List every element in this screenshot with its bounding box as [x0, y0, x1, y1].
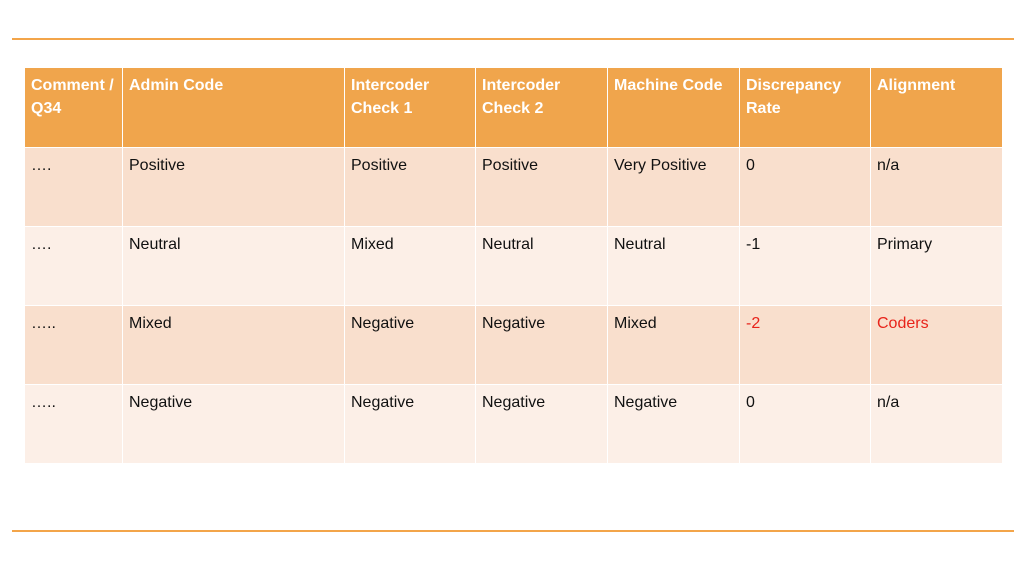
- header-alignment: Alignment: [871, 68, 1003, 148]
- header-machine-code: Machine Code: [608, 68, 740, 148]
- cell-discrepancy-rate: 0: [740, 385, 871, 464]
- table-row: [25, 227, 1003, 306]
- table-header-row: [25, 68, 1003, 148]
- cell-admin-code: Negative: [123, 385, 345, 464]
- cell-alignment: n/a: [871, 148, 1003, 227]
- table-row: [25, 306, 1003, 385]
- cell-comment: …..: [25, 385, 123, 464]
- top-divider: [12, 38, 1014, 40]
- cell-intercoder-check-1: Negative: [345, 306, 476, 385]
- cell-discrepancy-rate: -1: [740, 227, 871, 306]
- cell-intercoder-check-2: Negative: [476, 306, 608, 385]
- cell-alignment-highlighted: Coders: [871, 306, 1003, 385]
- cell-comment: ….: [25, 148, 123, 227]
- cell-comment: …..: [25, 306, 123, 385]
- cell-intercoder-check-1: Negative: [345, 385, 476, 464]
- cell-admin-code: Positive: [123, 148, 345, 227]
- cell-intercoder-check-2: Neutral: [476, 227, 608, 306]
- table-row: [25, 385, 1003, 464]
- header-discrepancy-rate: Discrepancy Rate: [740, 68, 871, 148]
- cell-intercoder-check-1: Positive: [345, 148, 476, 227]
- cell-discrepancy-rate: 0: [740, 148, 871, 227]
- cell-machine-code: Negative: [608, 385, 740, 464]
- cell-comment: ….: [25, 227, 123, 306]
- header-admin-code: Admin Code: [123, 68, 345, 148]
- cell-machine-code: Mixed: [608, 306, 740, 385]
- cell-intercoder-check-2: Negative: [476, 385, 608, 464]
- cell-intercoder-check-1: Mixed: [345, 227, 476, 306]
- cell-alignment: n/a: [871, 385, 1003, 464]
- table-row: [25, 148, 1003, 227]
- bottom-divider: [12, 530, 1014, 532]
- cell-admin-code: Mixed: [123, 306, 345, 385]
- header-intercoder-check-1: Intercoder Check 1: [345, 68, 476, 148]
- header-comment: Comment / Q34: [25, 68, 123, 148]
- cell-alignment: Primary: [871, 227, 1003, 306]
- cell-machine-code: Very Positive: [608, 148, 740, 227]
- cell-admin-code: Neutral: [123, 227, 345, 306]
- cell-machine-code: Neutral: [608, 227, 740, 306]
- cell-intercoder-check-2: Positive: [476, 148, 608, 227]
- cell-discrepancy-rate-highlighted: -2: [740, 306, 871, 385]
- coding-comparison-table: [24, 67, 1003, 464]
- header-intercoder-check-2: Intercoder Check 2: [476, 68, 608, 148]
